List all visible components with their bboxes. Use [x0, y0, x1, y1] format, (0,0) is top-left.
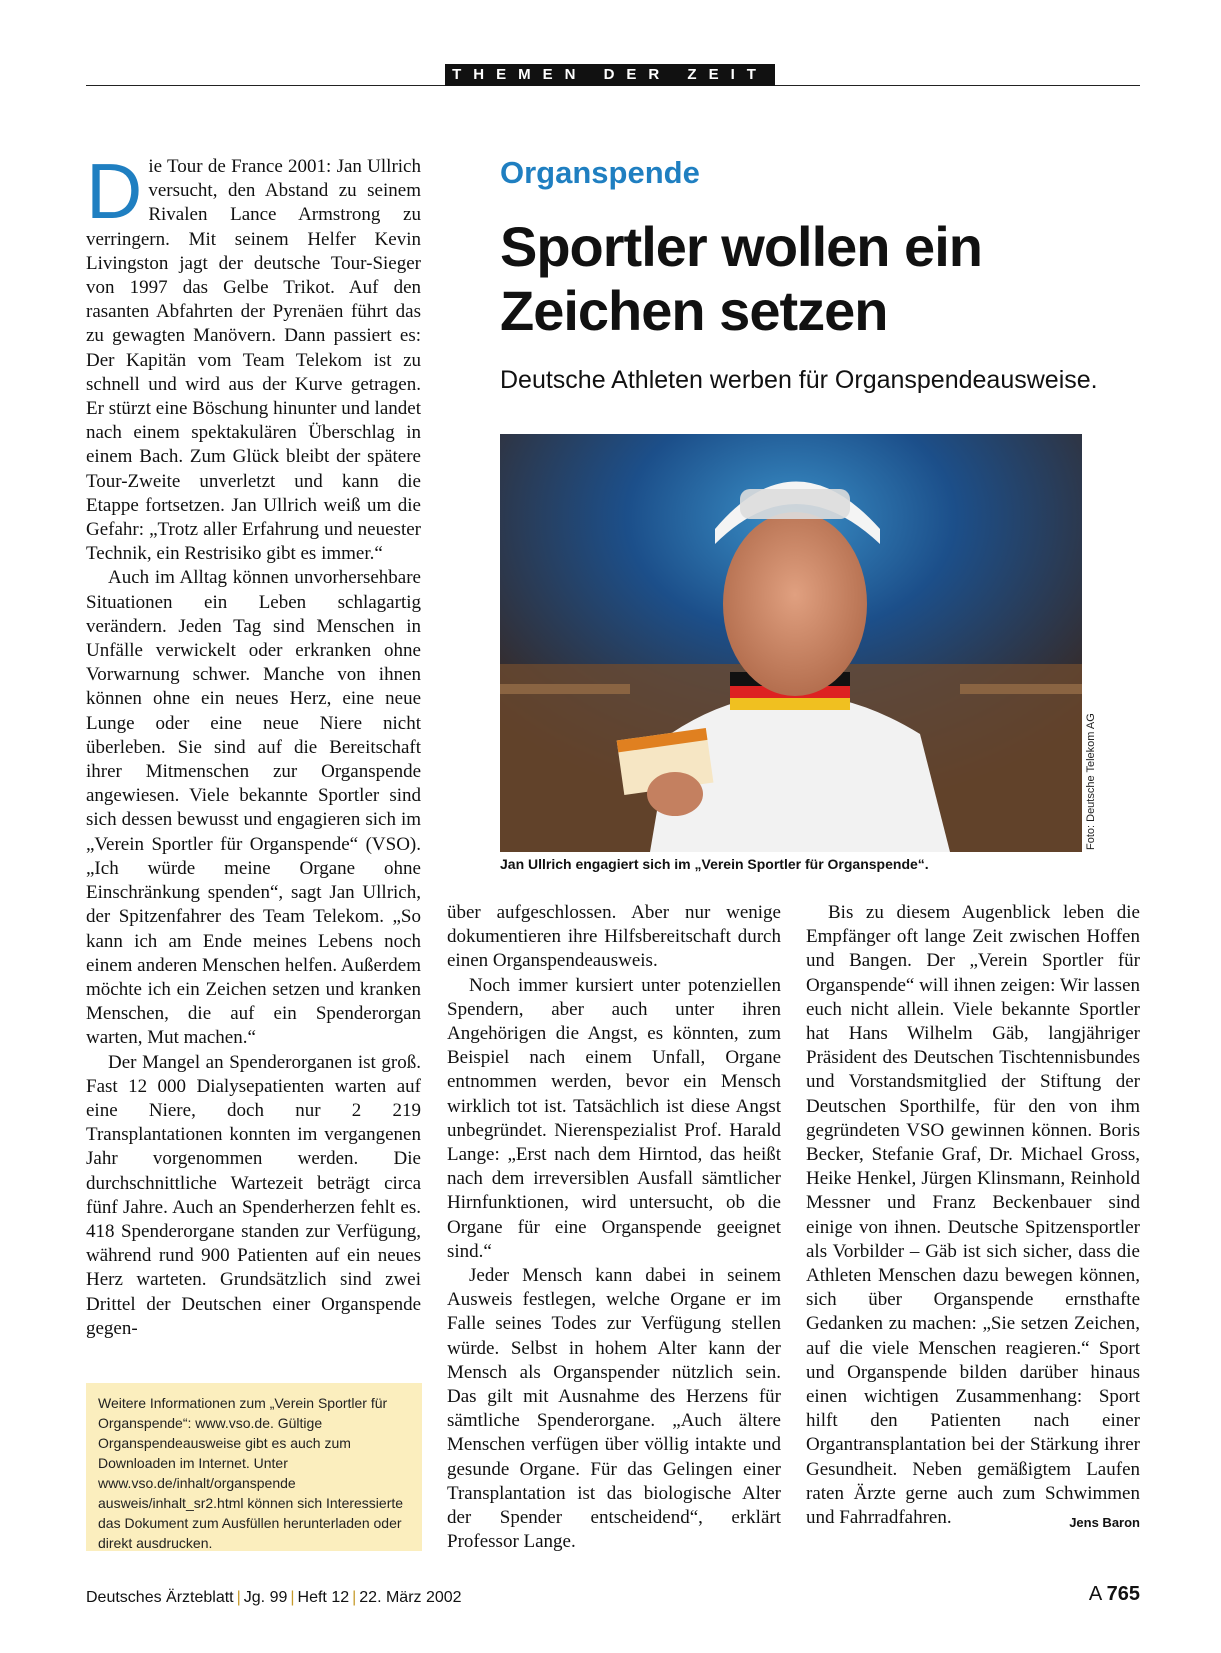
photo-caption: Jan Ullrich engagiert sich im „Verein Sportler für Organspende“. — [500, 856, 929, 872]
journal-name: Deutsches Ärzteblatt — [86, 1589, 234, 1606]
headline: Sportler wollen ein Zeichen setzen — [500, 215, 982, 342]
drop-cap: D — [86, 147, 143, 235]
kicker: Organspende — [500, 155, 700, 190]
issue: Heft 12 — [297, 1589, 350, 1606]
article-column-2 — [447, 901, 781, 1554]
volume: Jg. 99 — [243, 1589, 288, 1606]
cyclist-photo-illustration — [500, 434, 1082, 852]
section-label: THEMEN DER ZEIT — [445, 64, 775, 86]
issue-date: 22. März 2002 — [359, 1589, 462, 1606]
article-photo — [500, 434, 1082, 852]
paragraph: Auch im Alltag können unvorhersehbare Situationen ein Leben schlagartig verändern. Jeden Tag sind Menschen in Unfälle verwickelt oder erkranken ohne Vorwarnung schwer. Manche von ihnen können ohne ein neues Herz, eine neue Lunge oder eine neue Niere nicht überleben. Sie sind auf die Bereitschaft ihrer Mitmenschen zur Organspende angewiesen. Viele bekannte Sportler sind sich dessen bewusst und engagieren sich im „Verein Sportler für Organspende“ (VSO). „Ich würde meine Organe ohne Einschränkung spenden“, sagt Jan Ullrich, der Spitzenfahrer des Team Telekom. „So kann ich am Ende meines Lebens noch einem anderen Menschen helfen. Außerdem möchte ich ein Zeichen setzen und kranken Menschen, die auf ein Spenderorgan warten, Mut machen.“ — [86, 567, 422, 1049]
article-column-3 — [806, 901, 1140, 1535]
paragraph: Der Mangel an Spenderorganen ist groß. Fast 12 000 Dialysepatienten warten auf eine Niere, doch nur 2 219 Transplantationen konnten im vergangenen Jahr vorgenommen werden. Die durchschnittliche Wartezeit beträgt circa fünf Jahre. Auch an Spenderherzen fehlt es. 418 Spenderorgane standen zur Verfügung, während rund 900 Patienten auf ein neues Herz warteten. Grundsätzlich sind zwei Drittel der Deutschen einer Organspende gegen- — [86, 1051, 421, 1339]
author-name: Jens Baron — [1069, 1515, 1140, 1531]
paragraph: Jeder Mensch kann dabei in seinem Ausweis festlegen, welche Organe er im Falle seines Todes zur Verfügung stellen würde. Selbst in hohem Alter kann der Mensch als Organspender nützlich sein. Das gilt mit Ausnahme des Herzens für sämtliche Spenderorgane. „Auch ältere Menschen verfügen über völlig intakte und gesunde Organe. Für das Gelingen einer Transplantation ist das biologische Alter der Spender entscheidend“, erklärt Professor Lange. — [447, 1265, 781, 1553]
paragraph: Noch immer kursiert unter potenziellen Spendern, aber auch unter ihren Angehörigen die Angst, es könnten, zum Beispiel nach einem Unfall, Organe entnommen werden, bevor ein Mensch wirklich tot ist. Tatsächlich ist diese Angst unbegründet. Nierenspezialist Prof. Harald Lange: „Erst nach dem Hirntod, das heißt nach dem irreversiblen Ausfall sämtlicher Hirnfunktionen, wird untersucht, ob die Organe für eine Organspende geeignet sind.“ — [447, 974, 781, 1262]
paragraph: Die Tour de France 2001: Jan Ullrich versucht, den Abstand zu seinem Rivalen Lance Armstrong zu verringern. Mit seinem Helfer Kevin Livingston jagt der deutsche Tour-Sieger von 1997 das Gelbe Trikot. Auf den rasanten Abfahrten der Pyrenäen führt das zu gewagten Manövern. Dann passiert es: Der Kapitän vom Team Telekom ist zu schnell und wird aus der Kurve getragen. Er stürzt eine Böschung hinunter und landet nach einem spektakulären Überschlag in einem Bach. Zum Glück bleibt der spätere Tour-Zweite unverletzt und kann die Etappe fortsetzen. Jan Ullrich weiß um die Gefahr: „Trotz aller Erfahrung und neuester Technik, ein Restrisiko gibt es immer.“ — [86, 147, 421, 565]
photo-credit: Foto: Deutsche Telekom AG — [1085, 713, 1097, 850]
paragraph: Bis zu diesem Augenblick leben die Empfänger oft lange Zeit zwischen Hoffen und Bangen. Der „Verein Sportler für Organspende“ will ihnen zeigen: Wir lassen euch nicht allein. Viele bekannte Sportler hat Hans Wilhelm Gäb, langjähriger Präsident des Deutschen Tischtennisbundes und Vorstandsmitglied der Stiftung der Deutschen Sporthilfe, für den von ihm gegründeten VSO gewinnen können. Boris Becker, Stefanie Graf, Dr. Michael Gross, Heike Henkel, Jürgen Klinsmann, Reinhold Messner und Franz Beckenbauer sind einige von ihnen. Deutsche Spitzensportler als Vorbilder – Gäb ist sich sicher, dass die Athleten Menschen dazu bewegen können, sich über Organspende ernsthafte Gedanken zu machen: „Sie setzen Zeichen, auf die viele Menschen reagieren.“ Sport und Organspende bilden darüber hinaus einen wichtigen Zusammenhang: Sport hilft den Patienten nach einer Organtransplantation bei der Stärkung ihrer Gesundheit. Neben gemäßigtem Laufen raten Ärzte gerne auch zum Schwimmen und Fahrradfahren. Jens Baron — [806, 901, 1140, 1530]
info-box: Weitere Informationen zum „Verein Sportler für Organspende“: www.vso.de. Gültige Organspendeausweise gibt es auch zum Downloaden im Internet. Unter www.vso.de/inhalt/organspende ausweis/inhalt_sr2.html können sich Interessierte das Dokument zum Ausfüllen herunterladen oder direkt ausdrucken. — [86, 1383, 422, 1551]
article-column-1 — [86, 147, 422, 1341]
subheadline: Deutsche Athleten werben für Organspendeausweise. — [500, 366, 1098, 394]
paragraph: über aufgeschlossen. Aber nur wenige dokumentieren ihre Hilfsbereitschaft durch einen Organspendeausweis. — [447, 902, 781, 972]
page-number: A 765 — [1088, 1583, 1140, 1605]
footer-citation: Deutsches Ärzteblatt | Jg. 99 | Heft 12 | 22. März 2002 — [86, 1589, 462, 1606]
